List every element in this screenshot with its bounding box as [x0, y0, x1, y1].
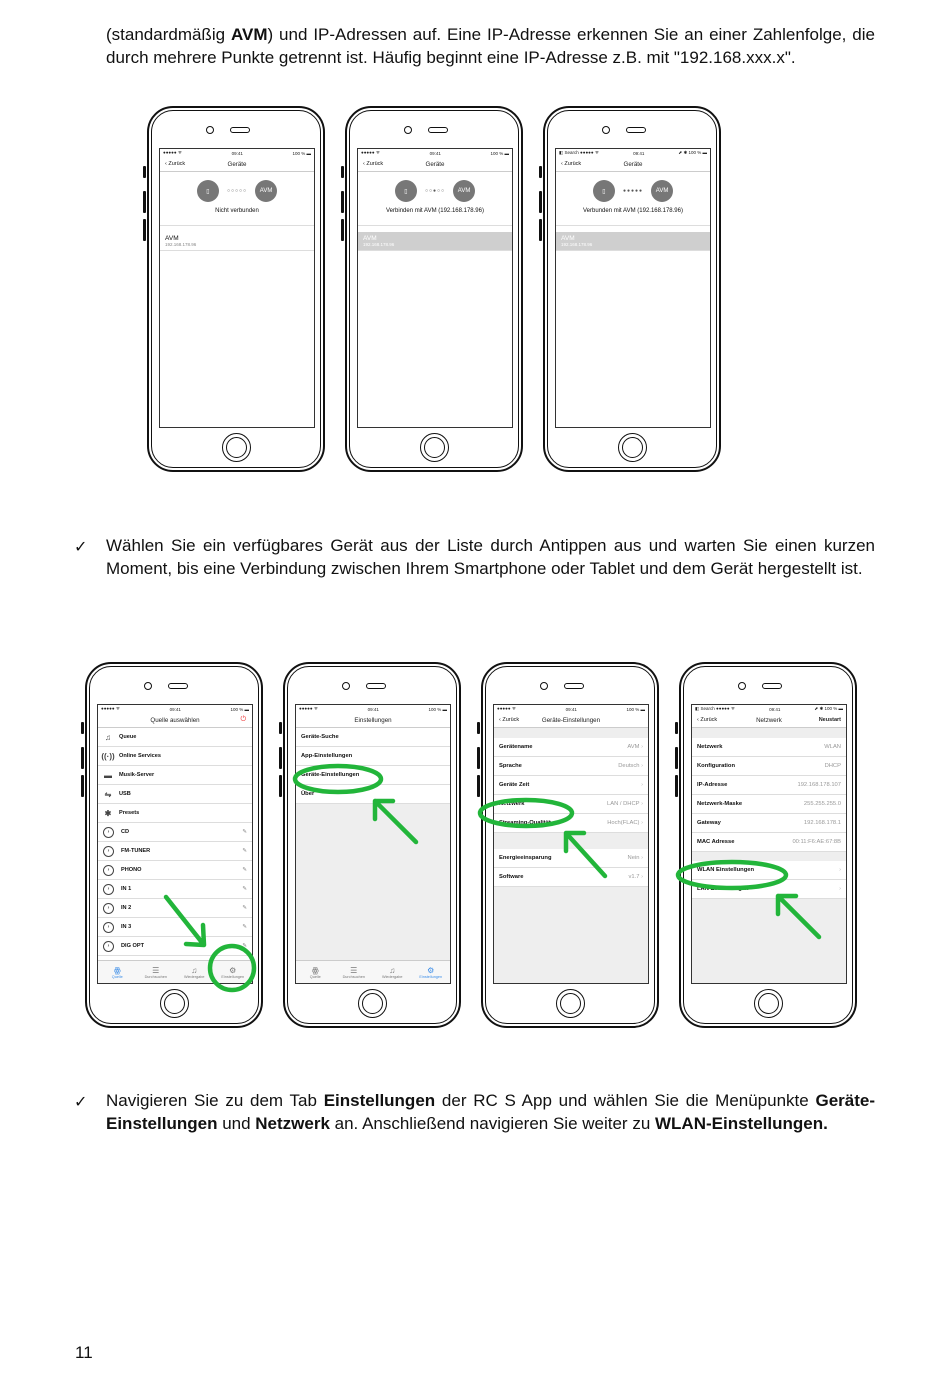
device-setting-row[interactable]	[494, 868, 648, 887]
setting-label: Netzwerk	[499, 801, 525, 807]
connection-label: Nicht verbunden	[215, 208, 259, 214]
edit-icon[interactable]: ✎	[242, 924, 247, 930]
source-label: IN 2	[121, 905, 132, 911]
setting-value: Nein ›	[628, 855, 643, 861]
device-setting-row[interactable]	[494, 849, 648, 868]
avm-logo: AVM	[453, 180, 475, 202]
source-icon: ▬	[104, 770, 112, 780]
connection-status	[160, 172, 314, 226]
source-label: Presets	[119, 810, 140, 816]
network-row	[692, 738, 846, 757]
step2-paragraph	[106, 1090, 875, 1135]
progress-dots: ○○○○○	[226, 188, 248, 194]
source-item[interactable]	[98, 804, 252, 823]
phone-screen	[691, 704, 847, 984]
status-time: 09:41	[769, 706, 781, 712]
intro-avm: AVM	[230, 25, 268, 44]
check-icon: ✓	[74, 1094, 88, 1111]
settings-label: App-Einstellungen	[301, 753, 353, 759]
check-icon: ✓	[74, 539, 88, 556]
restart-button[interactable]: Neustart	[818, 717, 841, 723]
source-icon: ›	[103, 884, 114, 895]
nav-title: Netzwerk	[756, 716, 782, 724]
speaker-icon	[168, 683, 188, 689]
tab-label: Wiedergabe	[184, 974, 205, 979]
network-label: Netzwerk	[697, 744, 723, 750]
source-item[interactable]	[98, 918, 252, 937]
status-time: 09:41	[231, 150, 243, 156]
intro-text-1: (standardmäßig	[106, 25, 231, 44]
camera-icon	[404, 126, 412, 134]
phone-screen	[493, 704, 649, 984]
tab-durchsuchen[interactable]	[137, 961, 176, 983]
network-value: 255.255.255.0	[803, 801, 841, 807]
network-label: Netzwerk-Maske	[697, 801, 743, 807]
battery-icon: 100 % ▬	[626, 706, 645, 712]
source-item[interactable]	[98, 766, 252, 785]
nav-title: Geräte	[623, 160, 643, 168]
tab-bar	[296, 960, 450, 983]
progress-dots: ○○●○○	[424, 188, 446, 194]
source-icon: ›	[103, 922, 114, 933]
status-bar	[98, 705, 252, 713]
intro-paragraph	[106, 24, 875, 69]
tab-icon: ⚙	[229, 965, 237, 975]
status-time: 09:41	[633, 150, 645, 156]
setting-value: LAN / DHCP ›	[607, 801, 643, 807]
tab-wiedergabe[interactable]	[175, 961, 214, 983]
network-value: WLAN	[824, 744, 841, 750]
camera-icon	[342, 682, 350, 690]
step2-bold-geraete-einstellungen: Geräte-Einstellungen	[106, 1091, 875, 1133]
status-time: 09:41	[565, 706, 577, 712]
nav-title: Geräte	[425, 160, 445, 168]
status-time: 09:41	[169, 706, 181, 712]
nav-bar	[296, 713, 450, 728]
tab-einstellungen[interactable]	[214, 961, 253, 983]
phone-geraete-einstellungen	[481, 662, 659, 1028]
phone-screen	[295, 704, 451, 984]
home-button[interactable]	[222, 433, 251, 462]
tab-label: Wiedergabe	[382, 974, 403, 979]
setting-value: v1.7 ›	[628, 874, 643, 880]
source-icon: ›	[103, 903, 114, 914]
tab-icon: ⚙	[427, 965, 435, 975]
connection-status	[358, 172, 512, 226]
camera-icon	[206, 126, 214, 134]
nav-bar	[494, 713, 648, 728]
carrier-signal: ◧ Search ●●●●● ᯤ	[559, 150, 599, 155]
settings-item[interactable]	[296, 747, 450, 766]
phone-icon: ▯	[197, 180, 219, 202]
tab-icon: ꙮ	[311, 965, 319, 975]
settings-item[interactable]	[296, 785, 450, 804]
home-button[interactable]	[754, 989, 783, 1018]
network-row	[692, 757, 846, 776]
device-setting-row[interactable]	[494, 738, 648, 757]
speaker-icon	[626, 127, 646, 133]
connection-status	[556, 172, 710, 226]
device-list-item[interactable]	[556, 232, 710, 251]
carrier-signal: ●●●●● ᯤ	[101, 706, 120, 711]
battery-icon: 100 % ▬	[490, 150, 509, 156]
source-item[interactable]	[98, 842, 252, 861]
battery-icon: 100 % ▬	[428, 706, 447, 712]
home-button[interactable]	[358, 989, 387, 1018]
edit-icon[interactable]: ✎	[242, 848, 247, 854]
source-icon: ⇋	[104, 789, 112, 799]
connection-label: Verbunden mit AVM (192.168.178.96)	[583, 208, 683, 214]
status-bar	[556, 149, 710, 157]
source-label: USB	[119, 791, 131, 797]
source-label: Online Services	[119, 753, 161, 759]
network-link[interactable]	[692, 880, 846, 899]
speaker-icon	[428, 127, 448, 133]
network-row	[692, 814, 846, 833]
edit-icon[interactable]: ✎	[242, 943, 247, 949]
network-value: 192.168.178.1	[803, 820, 841, 826]
tab-icon: ☰	[350, 965, 358, 975]
edit-icon[interactable]: ✎	[242, 829, 247, 835]
battery-icon: 100 % ▬	[230, 706, 249, 712]
source-label: IN 3	[121, 924, 132, 930]
device-name: AVM	[363, 235, 377, 242]
phone-screen	[159, 148, 315, 428]
network-link-label: LAN Einstellungen	[697, 886, 749, 892]
tab-bar	[98, 960, 252, 983]
back-button[interactable]: ‹ Zurück	[363, 161, 384, 167]
camera-icon	[738, 682, 746, 690]
carrier-signal: ◧ Search ●●●●● ᯤ	[695, 706, 735, 711]
tab-icon: ♫	[389, 965, 396, 975]
device-name: AVM	[165, 235, 179, 242]
step1-paragraph: Wählen Sie ein verfügbares Gerät aus der Liste durch Antippen aus und warten Sie einen kurzen Moment, bis eine Verbindung zwischen Ihrem Smartphone oder Tablet und dem Gerät hergestellt ist.	[106, 536, 875, 578]
step2-bold-netzwerk: Netzwerk	[255, 1113, 330, 1133]
network-value: DHCP	[824, 763, 841, 769]
carrier-signal: ●●●●● ᯤ	[497, 706, 516, 711]
phone-connect-2	[345, 106, 523, 472]
phone-einstellungen	[283, 662, 461, 1028]
home-button[interactable]	[160, 989, 189, 1018]
phone-icon: ▯	[593, 180, 615, 202]
status-time: 09:41	[367, 706, 379, 712]
battery-icon: 100 % ▬	[292, 150, 311, 156]
step2-text-4: an. Anschließend navigieren Sie weiter zu	[329, 1113, 655, 1133]
tab-durchsuchen[interactable]	[335, 961, 374, 983]
status-bar	[692, 705, 846, 713]
status-bar	[494, 705, 648, 713]
nav-bar	[160, 157, 314, 172]
tab-label: Quelle	[309, 974, 321, 979]
phone-screen	[555, 148, 711, 428]
connection-label: Verbinden mit AVM (192.168.178.96)	[386, 208, 484, 214]
status-bar	[160, 149, 314, 157]
carrier-signal: ●●●●● ᯤ	[163, 150, 182, 155]
status-bar	[358, 149, 512, 157]
step2-text-3: und	[217, 1113, 256, 1133]
setting-label: Gerätename	[499, 744, 533, 750]
nav-bar	[98, 713, 252, 728]
nav-bar	[358, 157, 512, 172]
phone-netzwerk	[679, 662, 857, 1028]
source-item[interactable]	[98, 937, 252, 956]
back-button[interactable]: ‹ Zurück	[697, 717, 718, 723]
source-label: PHONO	[121, 867, 142, 873]
network-value: 192.168.178.107	[797, 782, 841, 788]
carrier-signal: ●●●●● ᯤ	[361, 150, 380, 155]
source-icon: ✱	[104, 808, 112, 818]
network-value: 00:11:F6:AE:67:8B	[792, 839, 841, 845]
network-label: MAC Adresse	[697, 839, 735, 845]
battery-icon: ⬈ ✱ 100 % ▬	[678, 150, 707, 155]
device-setting-row[interactable]	[494, 776, 648, 795]
source-icon: ›	[103, 846, 114, 857]
speaker-icon	[564, 683, 584, 689]
source-label: CD	[121, 829, 130, 835]
home-button[interactable]	[556, 989, 585, 1018]
setting-value: Hoch(FLAC) ›	[607, 820, 643, 826]
setting-value: AVM ›	[627, 744, 643, 750]
source-icon: ((·))	[101, 751, 115, 761]
back-button[interactable]: ‹ Zurück	[165, 161, 186, 167]
source-icon: ›	[103, 827, 114, 838]
tab-label: Quelle	[111, 974, 123, 979]
phone-quelle	[85, 662, 263, 1028]
setting-label: Streaming-Qualität	[499, 820, 551, 826]
battery-icon: ⬈ ✱ 100 % ▬	[814, 706, 843, 711]
settings-label: Geräte-Suche	[301, 734, 339, 740]
device-ip: 192.168.178.96	[561, 242, 593, 247]
step2-bold-einstellungen: Einstellungen	[323, 1091, 436, 1110]
speaker-icon	[230, 127, 250, 133]
network-label: Konfiguration	[697, 763, 735, 769]
device-setting-row[interactable]	[494, 795, 648, 814]
source-label: DIG OPT	[121, 943, 144, 949]
network-label: IP-Adresse	[697, 782, 728, 788]
source-item[interactable]	[98, 785, 252, 804]
edit-icon[interactable]: ✎	[242, 867, 247, 873]
setting-value: Deutsch ›	[618, 763, 643, 769]
avm-logo: AVM	[651, 180, 673, 202]
status-time: 09:41	[429, 150, 441, 156]
source-label: Musik-Server	[119, 772, 155, 778]
phone-screen	[357, 148, 513, 428]
source-icon: ›	[103, 865, 114, 876]
tab-label: Durchsuchen	[342, 974, 365, 979]
nav-title: Einstellungen	[354, 716, 392, 724]
tab-label: Einstellungen	[221, 974, 245, 979]
settings-label: Geräte-Einstellungen	[301, 772, 360, 778]
tab-icon: ♫	[191, 965, 198, 975]
intro-text-2: ) und IP-Adressen auf. Eine IP-Adresse erkennen Sie an einer Zahlenfolge, die durch mehrere Punkte getrennt ist. Häufig beginnt eine IP-Adresse z.B. mit "192.168.xxx.x".	[106, 25, 875, 67]
edit-icon[interactable]: ✎	[242, 905, 247, 911]
back-button[interactable]: ‹ Zurück	[499, 717, 520, 723]
tab-label: Einstellungen	[419, 974, 443, 979]
step2-text-2: der RC S App und wählen Sie die Menüpunkte	[435, 1091, 816, 1110]
source-label: IN 1	[121, 886, 132, 892]
network-row	[692, 833, 846, 852]
camera-icon	[540, 682, 548, 690]
speaker-icon	[762, 683, 782, 689]
avm-logo: AVM	[255, 180, 277, 202]
device-list-item[interactable]	[358, 232, 512, 251]
source-item[interactable]	[98, 899, 252, 918]
device-ip: 192.168.178.96	[363, 242, 395, 247]
nav-title: Quelle auswählen	[150, 716, 200, 724]
step2-text-1: Navigieren Sie zu dem Tab	[106, 1091, 324, 1110]
home-button[interactable]	[618, 433, 647, 462]
back-button[interactable]: ‹ Zurück	[561, 161, 582, 167]
page-number: 11	[75, 1343, 93, 1362]
settings-item[interactable]	[296, 728, 450, 747]
progress-dots: ●●●●●	[622, 188, 644, 194]
device-setting-row[interactable]	[494, 814, 648, 833]
setting-label: Energieeinsparung	[499, 855, 552, 861]
setting-label: Sprache	[499, 763, 522, 769]
home-button[interactable]	[420, 433, 449, 462]
edit-icon[interactable]: ✎	[242, 886, 247, 892]
power-icon[interactable]: ⏻	[240, 716, 246, 723]
source-item[interactable]	[98, 880, 252, 899]
tab-wiedergabe[interactable]	[373, 961, 412, 983]
device-ip: 192.168.178.96	[165, 242, 197, 247]
source-icon: ›	[103, 941, 114, 952]
source-label: FM-TUNER	[121, 848, 151, 854]
tab-einstellungen[interactable]	[412, 961, 451, 983]
source-item[interactable]	[98, 861, 252, 880]
network-row	[692, 795, 846, 814]
device-name: AVM	[561, 235, 575, 242]
tab-quelle[interactable]	[296, 961, 335, 983]
phone-icon: ▯	[395, 180, 417, 202]
tab-label: Durchsuchen	[144, 974, 167, 979]
nav-bar	[692, 713, 846, 728]
source-item[interactable]	[98, 747, 252, 766]
network-label: Gateway	[697, 820, 721, 826]
source-icon: ♫	[105, 732, 111, 742]
device-list-item[interactable]	[160, 232, 314, 251]
tab-icon: ☰	[152, 965, 160, 975]
device-setting-row[interactable]	[494, 757, 648, 776]
step2-bold-wlan: WLAN-Einstellungen.	[655, 1113, 828, 1133]
nav-bar	[556, 157, 710, 172]
phone-screen	[97, 704, 253, 984]
phone-connect-3	[543, 106, 721, 472]
carrier-signal: ●●●●● ᯤ	[299, 706, 318, 711]
source-label: Queue	[119, 734, 137, 740]
speaker-icon	[366, 683, 386, 689]
settings-item[interactable]	[296, 766, 450, 785]
status-bar	[296, 705, 450, 713]
source-item[interactable]	[98, 728, 252, 747]
setting-value	[641, 782, 643, 788]
tab-quelle[interactable]	[98, 961, 137, 983]
nav-title: Geräte	[227, 160, 247, 168]
network-row	[692, 776, 846, 795]
source-item[interactable]	[98, 823, 252, 842]
nav-title: Geräte-Einstellungen	[541, 716, 601, 724]
camera-icon	[602, 126, 610, 134]
network-link[interactable]	[692, 861, 846, 880]
setting-label: Geräte Zeit	[499, 782, 530, 788]
tab-icon: ꙮ	[113, 965, 121, 975]
phone-connect-1	[147, 106, 325, 472]
network-link-label: WLAN Einstellungen	[697, 867, 755, 873]
camera-icon	[144, 682, 152, 690]
settings-label: Über	[301, 791, 315, 797]
setting-label: Software	[499, 874, 524, 880]
